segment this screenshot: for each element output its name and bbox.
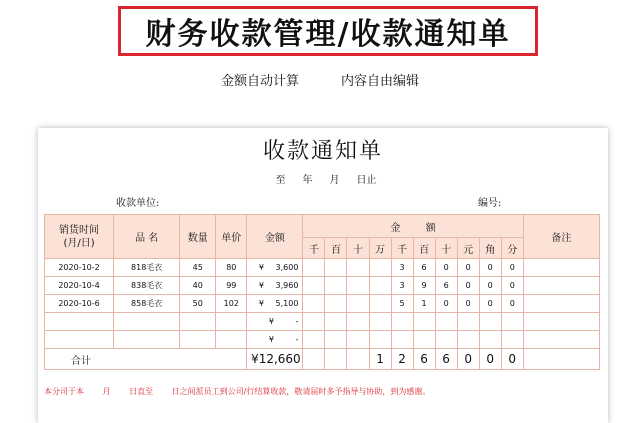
cell-digit[interactable]: 6 [435, 277, 457, 295]
currency-symbol: ¥ [258, 281, 264, 290]
currency-symbol: ¥ [268, 317, 274, 326]
total-digit: 1 [369, 349, 391, 370]
cell-digit[interactable]: 3 [391, 277, 413, 295]
amount-value: 3,960 [275, 281, 299, 290]
cell-item-name[interactable]: 818毛衣 [114, 259, 180, 277]
cell-quantity[interactable]: 45 [180, 259, 216, 277]
total-digit: 0 [457, 349, 479, 370]
cell-digit[interactable] [347, 331, 369, 349]
cell-item-name[interactable]: 838毛衣 [114, 277, 180, 295]
cell-digit[interactable] [457, 331, 479, 349]
subtitle-auto-calc: 金额自动计算 [220, 74, 299, 89]
cell-digit[interactable]: 0 [435, 295, 457, 313]
total-digit: 2 [391, 349, 413, 370]
cell-digit[interactable] [435, 331, 457, 349]
cell-amount[interactable] [247, 277, 303, 295]
total-digit: 0 [501, 349, 523, 370]
feature-subtitle [0, 70, 640, 89]
amount-value: - [295, 335, 299, 344]
cell-date[interactable] [45, 313, 114, 331]
total-digit: 0 [479, 349, 501, 370]
cell-quantity[interactable] [180, 313, 216, 331]
period-day-end: 日止 [356, 175, 377, 186]
cell-digit[interactable]: 6 [413, 259, 435, 277]
cell-digit[interactable]: 3 [391, 259, 413, 277]
payer-label: 收款单位: [116, 198, 160, 209]
table-row [45, 259, 600, 277]
cell-digit[interactable] [369, 259, 391, 277]
cell-unit-price[interactable]: 102 [216, 295, 247, 313]
cell-digit[interactable]: 0 [479, 259, 501, 277]
cell-digit[interactable] [325, 313, 347, 331]
cell-digit[interactable]: 9 [413, 277, 435, 295]
footer-part-3: 日直至 [129, 387, 154, 396]
total-row [45, 349, 600, 370]
amount-value: 3,600 [275, 263, 299, 272]
cell-digit[interactable] [501, 331, 523, 349]
cell-digit[interactable] [413, 313, 435, 331]
doc-title: 收款通知单 [262, 139, 383, 164]
cell-digit[interactable] [303, 259, 325, 277]
cell-unit-price[interactable]: 80 [216, 259, 247, 277]
digit-header: 十 [347, 238, 369, 259]
cell-digit[interactable] [391, 313, 413, 331]
cell-digit[interactable] [369, 277, 391, 295]
cell-digit[interactable] [369, 313, 391, 331]
cell-amount[interactable] [247, 313, 303, 331]
total-digit [347, 349, 369, 370]
cell-digit[interactable] [347, 295, 369, 313]
cell-quantity[interactable]: 40 [180, 277, 216, 295]
cell-unit-price[interactable]: 99 [216, 277, 247, 295]
cell-item-name[interactable] [114, 331, 180, 349]
amount-value: 5,100 [275, 299, 299, 308]
cell-digit[interactable]: 0 [457, 277, 479, 295]
cell-digit[interactable]: 1 [413, 295, 435, 313]
digit-header: 千 [391, 238, 413, 259]
header-note: 备注 [523, 215, 599, 259]
total-note [523, 349, 599, 370]
digit-header: 角 [479, 238, 501, 259]
table-row [45, 313, 600, 331]
cell-note[interactable] [523, 259, 599, 277]
header-date: 销货时间 (月/日) [45, 215, 114, 259]
receipt-notice-sheet [38, 128, 608, 423]
cell-note[interactable] [523, 277, 599, 295]
cell-digit[interactable] [391, 331, 413, 349]
table-row [45, 331, 600, 349]
cell-note[interactable] [523, 295, 599, 313]
total-digit: 6 [413, 349, 435, 370]
cell-digit[interactable] [325, 331, 347, 349]
number-label: 编号: [478, 198, 502, 209]
header-amount-digits-group: 金 额 [303, 215, 523, 238]
cell-digit[interactable]: 0 [457, 295, 479, 313]
period-to: 至 [275, 175, 286, 186]
cell-digit[interactable]: 0 [501, 259, 523, 277]
cell-digit[interactable] [457, 313, 479, 331]
cell-quantity[interactable] [180, 331, 216, 349]
cell-quantity[interactable]: 50 [180, 295, 216, 313]
digit-header: 元 [457, 238, 479, 259]
digit-header: 百 [325, 238, 347, 259]
cell-date[interactable] [45, 331, 114, 349]
cell-date[interactable]: 2020-10-4 [45, 277, 114, 295]
cell-digit[interactable]: 5 [391, 295, 413, 313]
cell-date[interactable]: 2020-10-2 [45, 259, 114, 277]
cell-item-name[interactable] [114, 313, 180, 331]
period-line [38, 171, 608, 186]
cell-digit[interactable] [303, 277, 325, 295]
period-month: 月 [329, 175, 340, 186]
table-row [45, 295, 600, 313]
header-unit-price: 单价 [216, 215, 247, 259]
cell-item-name[interactable]: 858毛衣 [114, 295, 180, 313]
page-banner-title: 财务收款管理/收款通知单 [118, 6, 538, 56]
cell-digit[interactable] [325, 295, 347, 313]
table-row [45, 277, 600, 295]
cell-digit[interactable] [413, 331, 435, 349]
cell-digit[interactable] [369, 295, 391, 313]
cell-digit[interactable] [325, 277, 347, 295]
total-label: 合计 [45, 349, 247, 370]
footer-part-1: 本分司于本 [44, 387, 84, 396]
cell-amount[interactable] [247, 259, 303, 277]
digit-header: 万 [369, 238, 391, 259]
digit-header: 分 [501, 238, 523, 259]
digit-header: 十 [435, 238, 457, 259]
currency-symbol: ¥ [268, 335, 274, 344]
receipt-table [44, 214, 600, 370]
cell-digit[interactable] [479, 331, 501, 349]
footer-notice [44, 386, 430, 397]
cell-digit[interactable] [369, 331, 391, 349]
total-digit: 6 [435, 349, 457, 370]
cell-digit[interactable]: 0 [479, 277, 501, 295]
footer-part-4: 日之间派员工到公司/行结算收款，敬请届时多予指导与协助，到为感谢。 [171, 387, 431, 396]
header-amount: 金额 [247, 215, 303, 259]
cell-digit[interactable]: 0 [501, 277, 523, 295]
cell-digit[interactable] [303, 313, 325, 331]
cell-digit[interactable]: 0 [435, 259, 457, 277]
cell-note[interactable] [523, 331, 599, 349]
digit-header: 百 [413, 238, 435, 259]
cell-digit[interactable] [347, 259, 369, 277]
cell-digit[interactable] [347, 313, 369, 331]
cell-amount[interactable] [247, 295, 303, 313]
digit-header: 千 [303, 238, 325, 259]
currency-symbol: ¥ [258, 263, 264, 272]
cell-digit[interactable] [479, 313, 501, 331]
header-quantity: 数量 [180, 215, 216, 259]
cell-digit[interactable]: 0 [479, 295, 501, 313]
cell-digit[interactable] [303, 295, 325, 313]
cell-digit[interactable] [501, 313, 523, 331]
total-digit [325, 349, 347, 370]
cell-unit-price[interactable] [216, 331, 247, 349]
cell-unit-price[interactable] [216, 313, 247, 331]
cell-digit[interactable] [303, 331, 325, 349]
header-item-name: 品 名 [114, 215, 180, 259]
period-year: 年 [302, 175, 313, 186]
subtitle-free-edit: 内容自由编辑 [341, 74, 420, 89]
footer-part-2: 月 [102, 387, 111, 396]
cell-digit[interactable] [347, 277, 369, 295]
total-digit [303, 349, 325, 370]
cell-date[interactable]: 2020-10-6 [45, 295, 114, 313]
cell-amount[interactable] [247, 331, 303, 349]
cell-digit[interactable] [325, 259, 347, 277]
amount-value: - [295, 317, 299, 326]
cell-note[interactable] [523, 313, 599, 331]
cell-digit[interactable]: 0 [501, 295, 523, 313]
currency-symbol: ¥ [258, 299, 264, 308]
total-amount: ¥12,660 [247, 349, 303, 370]
cell-digit[interactable]: 0 [457, 259, 479, 277]
cell-digit[interactable] [435, 313, 457, 331]
